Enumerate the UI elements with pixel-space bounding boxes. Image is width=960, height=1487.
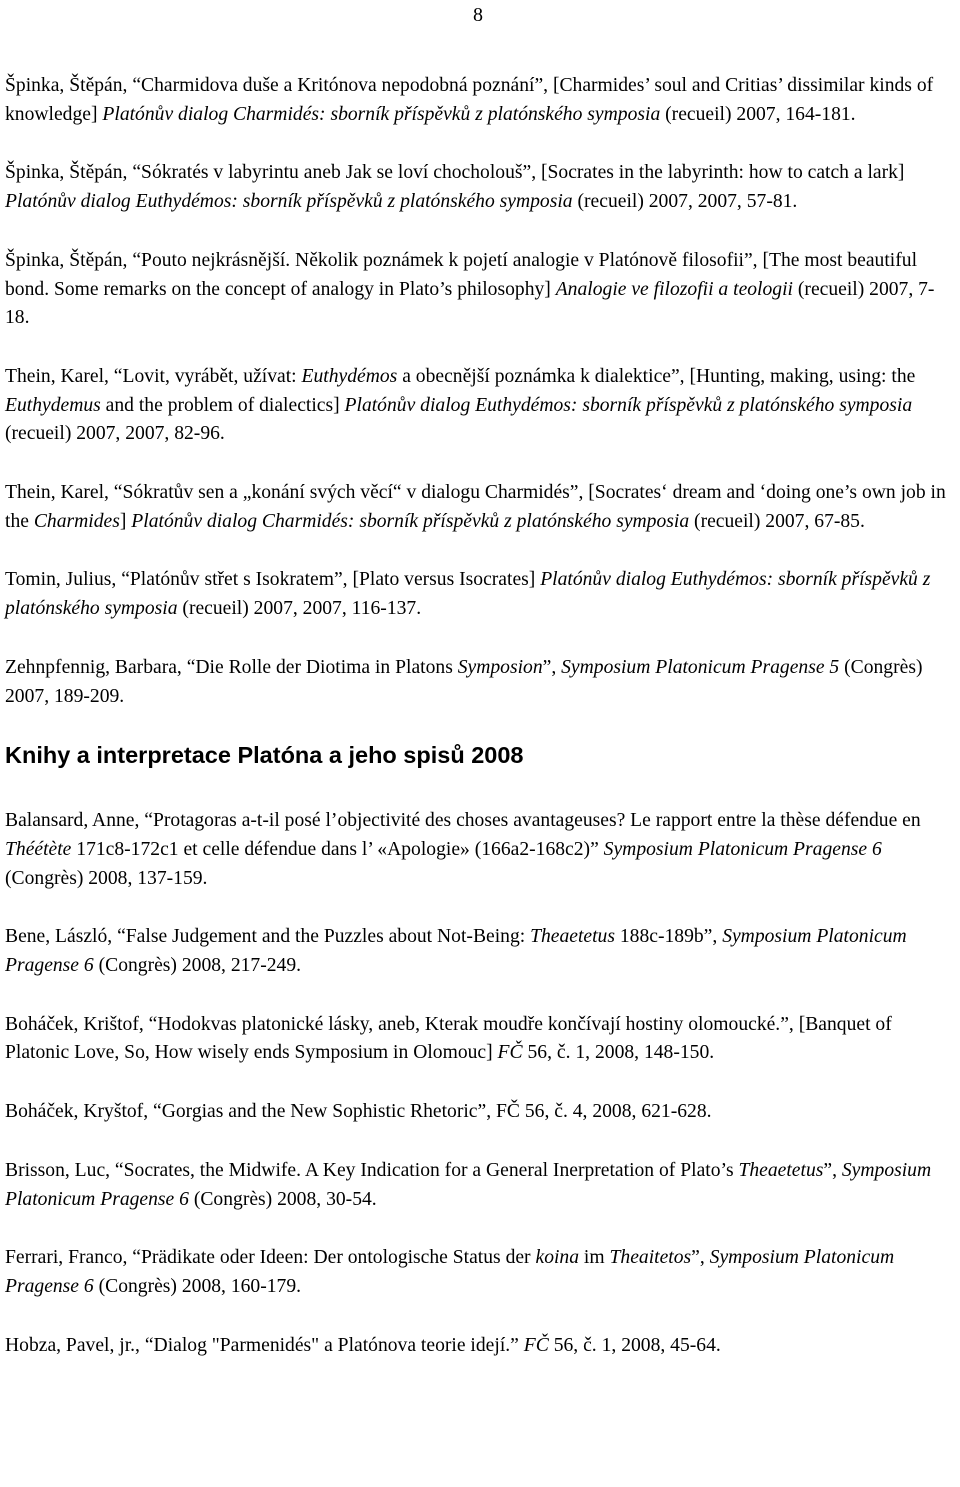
entry-text: ”,	[823, 1159, 842, 1181]
bibliography-entry	[5, 807, 957, 893]
entry-text: Zehnpfennig, Barbara, “Die Rolle der Diotima in Platons	[5, 656, 458, 678]
entry-text: Thein, Karel, “Lovit, vyrábět, užívat:	[5, 365, 302, 387]
entry-text: and the problem of dialectics]	[100, 394, 345, 416]
entry-text-italic: Theaitetos	[609, 1247, 692, 1269]
entry-text: ]	[119, 510, 132, 532]
entry-text-italic: FČ	[523, 1334, 549, 1356]
entry-text: im	[579, 1247, 610, 1269]
bibliography-entry	[5, 1098, 957, 1127]
entry-text-italic: koina	[535, 1247, 580, 1269]
entry-text: Thein, Karel, “Sókratův sen a „konání svých věcí“ v dialogu Charmidés”, [Socrates‘ dream and ‘doing one’s own job in the	[5, 482, 946, 532]
entry-text-italic: Platónův dialog Euthydémos: sborník příspěvků z platónského symposia	[344, 394, 913, 416]
entry-text: 188c-189b”,	[614, 926, 723, 948]
entry-text-italic: Platónův dialog Euthydémos: sborník příspěvků z platónského symposia	[5, 191, 573, 213]
bibliography-entry	[5, 1332, 957, 1361]
bibliography-entry	[5, 247, 957, 333]
entry-text-italic: Theaetetus	[530, 926, 615, 948]
entry-text-italic: Euthydemus	[5, 394, 101, 416]
entry-text: (Congrès) 2008, 160-179.	[93, 1275, 302, 1297]
entry-text-italic: Platónův dialog Euthydémos: sborník příspěvků z platónského symposia	[5, 569, 931, 620]
entry-text: (recueil) 2007, 2007, 57-81.	[572, 191, 798, 213]
bibliography-entry	[5, 566, 957, 623]
entry-text-italic: Symposium Platonicum Pragense 6	[603, 838, 882, 860]
entry-text: 56, č. 1, 2008, 45-64.	[548, 1334, 721, 1356]
entry-text: Špinka, Štěpán, “Charmidova duše a Kritónova nepodobná poznání”, [Charmides’ soul and Critias’ dissimilar kinds of knowledge]	[5, 75, 934, 125]
bibliography-2007	[5, 72, 957, 711]
entry-text: (Congrès) 2008, 137-159.	[5, 867, 208, 889]
bibliography-entry	[5, 1244, 957, 1301]
bibliography-entry	[5, 363, 957, 449]
entry-text-italic: Platónův dialog Charmidés: sborník příspěvků z platónského symposia	[102, 103, 661, 125]
entry-text: ”,	[691, 1247, 710, 1269]
bibliography-entry	[5, 654, 957, 711]
entry-text: Bene, László, “False Judgement and the Puzzles about Not-Being:	[5, 926, 531, 948]
bibliography-2008	[5, 807, 957, 1360]
entry-text-italic: Symposium Platonicum Pragense 6	[5, 1159, 932, 1210]
entry-text: Špinka, Štěpán, “Sókratés v labyrintu aneb Jak se loví chocholouš”, [Socrates in the labyrinth: how to catch a lark]	[5, 162, 905, 184]
entry-text-italic: Théétète	[5, 838, 72, 860]
entry-text: (recueil) 2007, 164-181.	[660, 103, 856, 125]
entry-text-italic: Analogie ve filozofii a teologii	[555, 278, 793, 300]
entry-text: (recueil) 2007, 67-85.	[689, 510, 865, 532]
entry-text: Brisson, Luc, “Socrates, the Midwife. A Key Indication for a General Inerpretation of Plato’s	[5, 1159, 739, 1181]
entry-text: (Congrès) 2008, 217-249.	[93, 955, 302, 977]
entry-text-italic: Symposium Platonicum Pragense 5	[561, 656, 840, 678]
bibliography-entry	[5, 72, 957, 129]
bibliography-entry	[5, 1157, 957, 1214]
entry-text: Boháček, Kryštof, “Gorgias and the New Sophistic Rhetoric”, FČ 56, č. 4, 2008, 621-628.	[5, 1101, 712, 1123]
entry-text-italic: Symposium Platonicum Pragense 6	[5, 926, 907, 977]
entry-text: (Congrès) 2008, 30-54.	[188, 1188, 377, 1210]
section-heading: Knihy a interpretace Platóna a jeho spisů 2008	[5, 742, 524, 769]
bibliography-entry	[5, 1011, 957, 1068]
entry-text: (recueil) 2007, 2007, 116-137.	[177, 598, 422, 620]
bibliography-entry	[5, 479, 957, 536]
entry-text: Boháček, Krištof, “Hodokvas platonické lásky, aneb, Kterak moudře končívají hostiny olomoucké.”, [Banquet of Platonic Love, So, How wisely ends Symposium in Olomouc]	[5, 1013, 892, 1064]
entry-text: ”,	[542, 656, 562, 678]
entry-text-italic: Euthydémos	[301, 365, 398, 387]
entry-text: Ferrari, Franco, “Prädikate oder Ideen: Der ontologische Status der	[5, 1247, 536, 1269]
entry-text: Hobza, Pavel, jr., “Dialog "Parmenidés" a Platónova teorie idejí.”	[5, 1334, 524, 1356]
entry-text-italic: Platónův dialog Charmidés: sborník příspěvků z platónského symposia	[131, 510, 690, 532]
entry-text: 56, č. 1, 2008, 148-150.	[522, 1042, 715, 1064]
entry-text-italic: Symposium Platonicum Pragense 6	[5, 1247, 895, 1297]
bibliography-entry	[5, 923, 957, 980]
document-body	[5, 72, 957, 1390]
entry-text: (Congrès) 2007, 189-209.	[5, 656, 923, 707]
entry-text: 171c8-172c1 et celle défendue dans l’ «Apologie» (166a2-168c2)”	[71, 838, 604, 860]
entry-text: a obecnější poznámka k dialektice”, [Hunting, making, using: the	[397, 365, 916, 387]
entry-text: Balansard, Anne, “Protagoras a-t-il posé l’objectivité des choses avantageuses? Le rapport entre la thèse défendue en	[5, 810, 921, 832]
entry-text-italic: Charmides	[33, 510, 120, 532]
entry-text: (recueil) 2007, 2007, 82-96.	[5, 423, 225, 445]
entry-text-italic: FČ	[497, 1042, 523, 1064]
page-number: 8	[473, 4, 483, 26]
entry-text: Špinka, Štěpán, “Pouto nejkrásnější. Několik poznámek k pojetí analogie v Platónově filosofii”, [The most beautiful bond. Some remarks on the concept of analogy in Plato’s philosophy]	[5, 249, 918, 300]
entry-text-italic: Symposion	[457, 656, 543, 678]
entry-text: Tomin, Julius, “Platónův střet s Isokratem”, [Plato versus Isocrates]	[5, 569, 541, 591]
entry-text-italic: Theaetetus	[738, 1159, 824, 1181]
entry-text: (recueil) 2007, 7-18.	[5, 278, 935, 329]
bibliography-entry	[5, 159, 957, 216]
